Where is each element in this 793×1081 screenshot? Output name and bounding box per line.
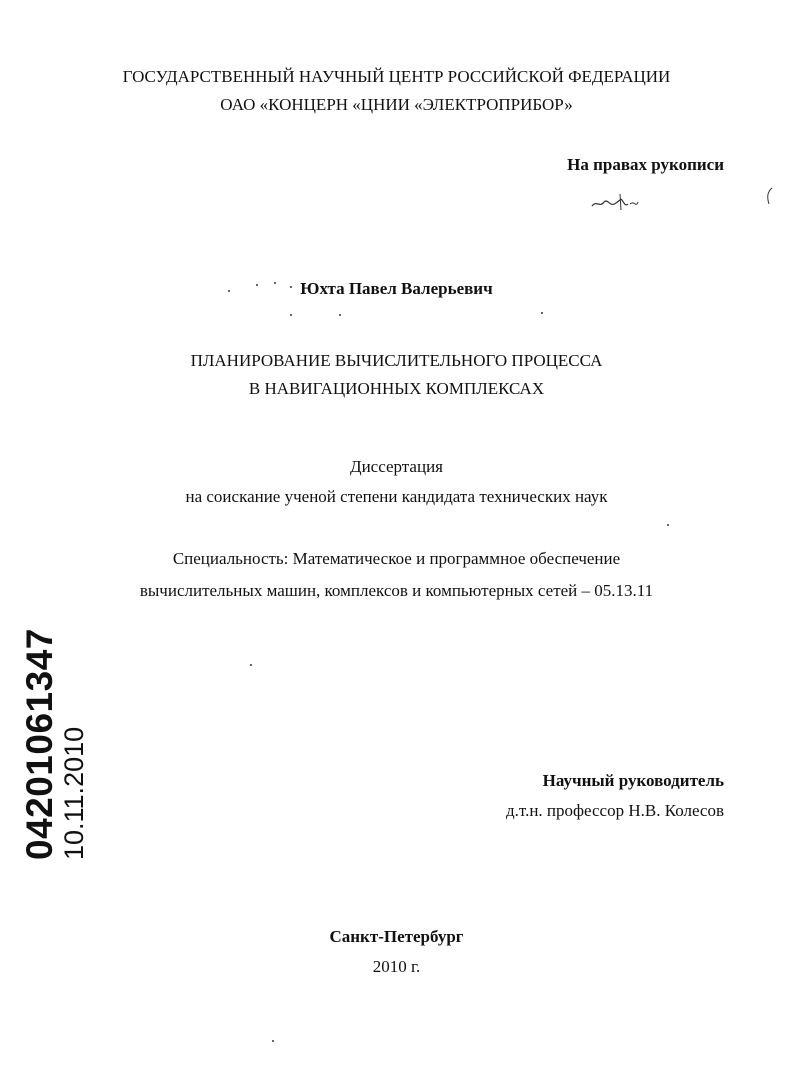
stamp-number: 04201061347 bbox=[19, 628, 60, 860]
city: Санкт-Петербург bbox=[329, 927, 464, 946]
margin-mark bbox=[764, 186, 776, 206]
year: 2010 г. bbox=[372, 957, 421, 976]
library-stamp bbox=[20, 628, 88, 860]
scan-speck bbox=[228, 290, 230, 292]
degree-statement: на соискание ученой степени кандидата технических наук bbox=[185, 487, 608, 506]
specialty-line1: Специальность: Математическое и программное обеспечение bbox=[172, 549, 621, 568]
scan-speck bbox=[290, 314, 292, 316]
scan-speck bbox=[250, 664, 252, 666]
thesis-title-line2: В НАВИГАЦИОННЫХ КОМПЛЕКСАХ bbox=[248, 379, 545, 398]
scan-speck bbox=[339, 314, 341, 316]
scan-speck bbox=[541, 312, 543, 314]
document-type: Диссертация bbox=[349, 457, 443, 476]
organization-name: ГОСУДАРСТВЕННЫЙ НАУЧНЫЙ ЦЕНТР РОССИЙСКОЙ ФЕДЕРАЦИИ bbox=[122, 67, 671, 86]
scan-speck bbox=[256, 284, 258, 286]
stamp-date: 10.11.2010 bbox=[59, 726, 89, 860]
handwritten-mark bbox=[590, 190, 650, 214]
scan-speck bbox=[290, 286, 292, 288]
manuscript-note: На правах рукописи bbox=[567, 155, 724, 174]
advisor-name: д.т.н. профессор Н.В. Колесов bbox=[506, 801, 724, 820]
scan-speck bbox=[274, 282, 276, 284]
scan-speck bbox=[272, 1040, 274, 1042]
specialty-line2: вычислительных машин, комплексов и компьютерных сетей – 05.13.11 bbox=[139, 581, 654, 600]
thesis-title-line1: ПЛАНИРОВАНИЕ ВЫЧИСЛИТЕЛЬНОГО ПРОЦЕССА bbox=[190, 351, 603, 370]
scan-speck bbox=[667, 524, 669, 526]
advisor-label: Научный руководитель bbox=[542, 771, 724, 790]
organization-subname: ОАО «КОНЦЕРН «ЦНИИ «ЭЛЕКТРОПРИБОР» bbox=[220, 95, 573, 114]
author-name: Юхта Павел Валерьевич bbox=[300, 279, 493, 298]
